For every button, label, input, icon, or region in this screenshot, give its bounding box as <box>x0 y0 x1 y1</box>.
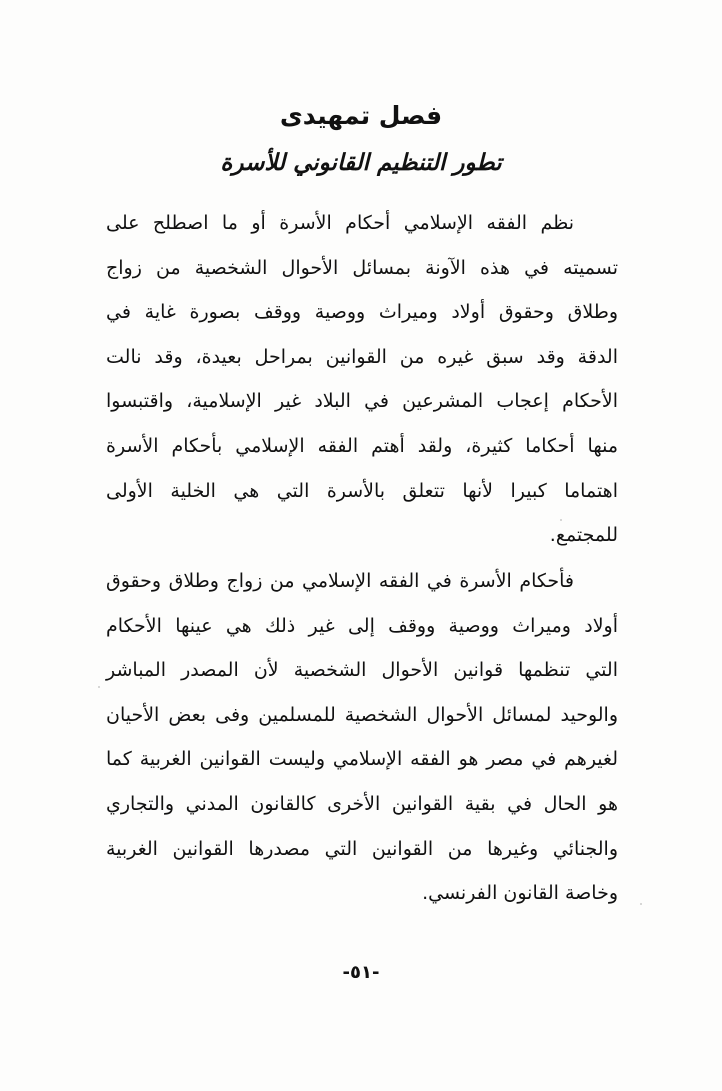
paragraph-line: نظم الفقه الإسلامي أحكام الأسرة أو ما اصطلح على <box>106 212 574 234</box>
scan-speck <box>98 686 100 688</box>
paragraph-line: التي تنظمها قوانين الأحوال الشخصية لأن المصدر المباشر <box>106 659 618 682</box>
paragraph-line: الدقة وقد سبق غيره من القوانين بمراحل بعيدة، وقد نالت <box>106 345 618 368</box>
section-title: تطور التنظيم القانوني للأسرة <box>220 150 502 176</box>
paragraph-line: لغيرهم في مصر هو الفقه الإسلامي وليست القوانين الغربية كما <box>106 748 618 771</box>
paragraph-line: والجنائي وغيرها من القوانين التي مصدرها القوانين الغربية <box>106 837 618 860</box>
paragraph-line: أولاد وميراث ووصية ووقف إلى غير ذلك هي عينها الأحكام <box>106 614 618 637</box>
paragraph-line: والوحيد لمسائل الأحوال الشخصية للمسلمين وفى بعض الأحيان <box>106 703 618 726</box>
paragraph-line: هو الحال في بقية القوانين الأخرى كالقانون المدني والتجاري <box>106 792 618 815</box>
scan-speck <box>640 903 642 905</box>
paragraph-2 <box>106 559 618 916</box>
paragraph-line: وخاصة القانون الفرنسي. <box>422 882 618 905</box>
chapter-title: فصل تمهيدى <box>279 101 443 130</box>
paragraph-line: الأحكام إعجاب المشرعين في البلاد غير الإسلامية، واقتبسوا <box>106 390 618 413</box>
paragraph-1 <box>106 201 618 558</box>
scan-speck <box>560 519 562 521</box>
paragraph-line: منها أحكاما كثيرة، ولقد أهتم الفقه الإسلامي بأحكام الأسرة <box>106 434 618 457</box>
paragraph-line: فأحكام الأسرة في الفقه الإسلامي من زواج وطلاق وحقوق <box>106 570 574 592</box>
page-number: -٥١- <box>342 962 380 983</box>
paragraph-line: اهتماما كبيرا لأنها تتعلق بالأسرة التي هي الخلية الأولى <box>106 479 618 502</box>
paragraph-line: وطلاق وحقوق أولاد وميراث ووصية ووقف بصورة غاية في <box>106 301 618 324</box>
paragraph-line: تسميته في هذه الآونة بمسائل الأحوال الشخصية من زواج <box>106 256 618 279</box>
paragraph-line: للمجتمع. <box>549 524 618 547</box>
